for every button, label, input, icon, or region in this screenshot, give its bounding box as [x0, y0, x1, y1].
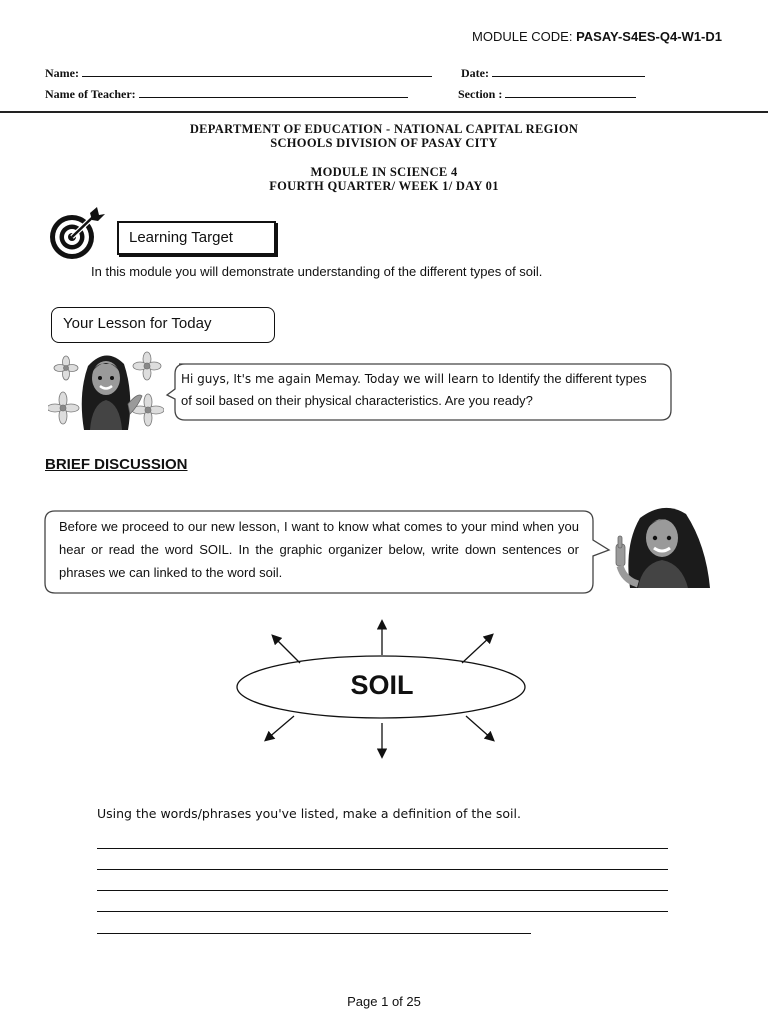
memay-avatar-waving — [48, 344, 164, 434]
lesson-bubble-part3: . Are you ready? — [438, 393, 533, 408]
lesson-label: Your Lesson for Today — [63, 315, 212, 332]
section-label: Section : — [458, 87, 503, 101]
teacher-blank[interactable] — [139, 87, 408, 98]
division-title: SCHOOLS DIVISION OF PASAY CITY — [270, 136, 498, 150]
lesson-bubble-text — [181, 368, 661, 411]
discussion-bubble-text: Before we proceed to our new lesson, I want to know what comes to your mind when you hear or read the word SOIL. In the graphic organizer below, write down sentences or phrases we can linked to the word soil. — [59, 519, 579, 580]
answer-line-5[interactable] — [97, 933, 531, 934]
teacher-label: Name of Teacher: — [45, 87, 136, 101]
module-code-label: MODULE CODE: — [472, 29, 573, 44]
date-field — [461, 66, 645, 81]
definition-prompt: Using the words/phrases you've listed, make a definition of the soil. — [97, 806, 521, 821]
answer-line-4[interactable] — [97, 911, 668, 912]
brief-discussion-heading: BRIEF DISCUSSION — [45, 456, 188, 473]
learning-target-label: Learning Target — [129, 229, 233, 246]
lesson-box — [51, 307, 275, 343]
name-blank[interactable] — [82, 66, 432, 77]
learning-target-text: In this module you will demonstrate understanding of the different types of soil. — [91, 264, 543, 279]
lesson-speech-bubble — [165, 363, 673, 423]
answer-line-3[interactable] — [97, 890, 668, 891]
module-code — [472, 29, 722, 44]
discussion-speech-bubble — [43, 510, 613, 596]
name-label: Name: — [45, 66, 79, 80]
module-code-value: PASAY-S4ES-Q4-W1-D1 — [576, 29, 722, 44]
learning-target-box — [117, 221, 276, 255]
soil-graphic-organizer — [230, 615, 540, 765]
teacher-field — [45, 87, 408, 102]
date-blank[interactable] — [492, 66, 645, 77]
answer-line-1[interactable] — [97, 848, 668, 849]
memay-avatar-pointing — [610, 500, 720, 590]
header-divider — [0, 111, 768, 113]
date-label: Date: — [461, 66, 489, 80]
section-blank[interactable] — [505, 87, 636, 98]
module-title: MODULE IN SCIENCE 4 — [310, 165, 458, 179]
name-field — [45, 66, 432, 81]
department-title: DEPARTMENT OF EDUCATION - NATIONAL CAPITAL REGION — [189, 122, 579, 136]
section-field — [458, 87, 636, 102]
target-icon — [45, 207, 107, 261]
quarter-title: FOURTH QUARTER/ WEEK 1/ DAY 01 — [269, 179, 499, 193]
lesson-bubble-part2: Identify the different types of soil based on their physical characteristics — [181, 371, 647, 408]
answer-line-2[interactable] — [97, 869, 668, 870]
organizer-center-word: SOIL — [350, 670, 414, 700]
lesson-bubble-part1: Hi guys, It's me again Memay. Today we will learn to — [181, 372, 498, 386]
page-number: Page 1 of 25 — [347, 994, 421, 1009]
